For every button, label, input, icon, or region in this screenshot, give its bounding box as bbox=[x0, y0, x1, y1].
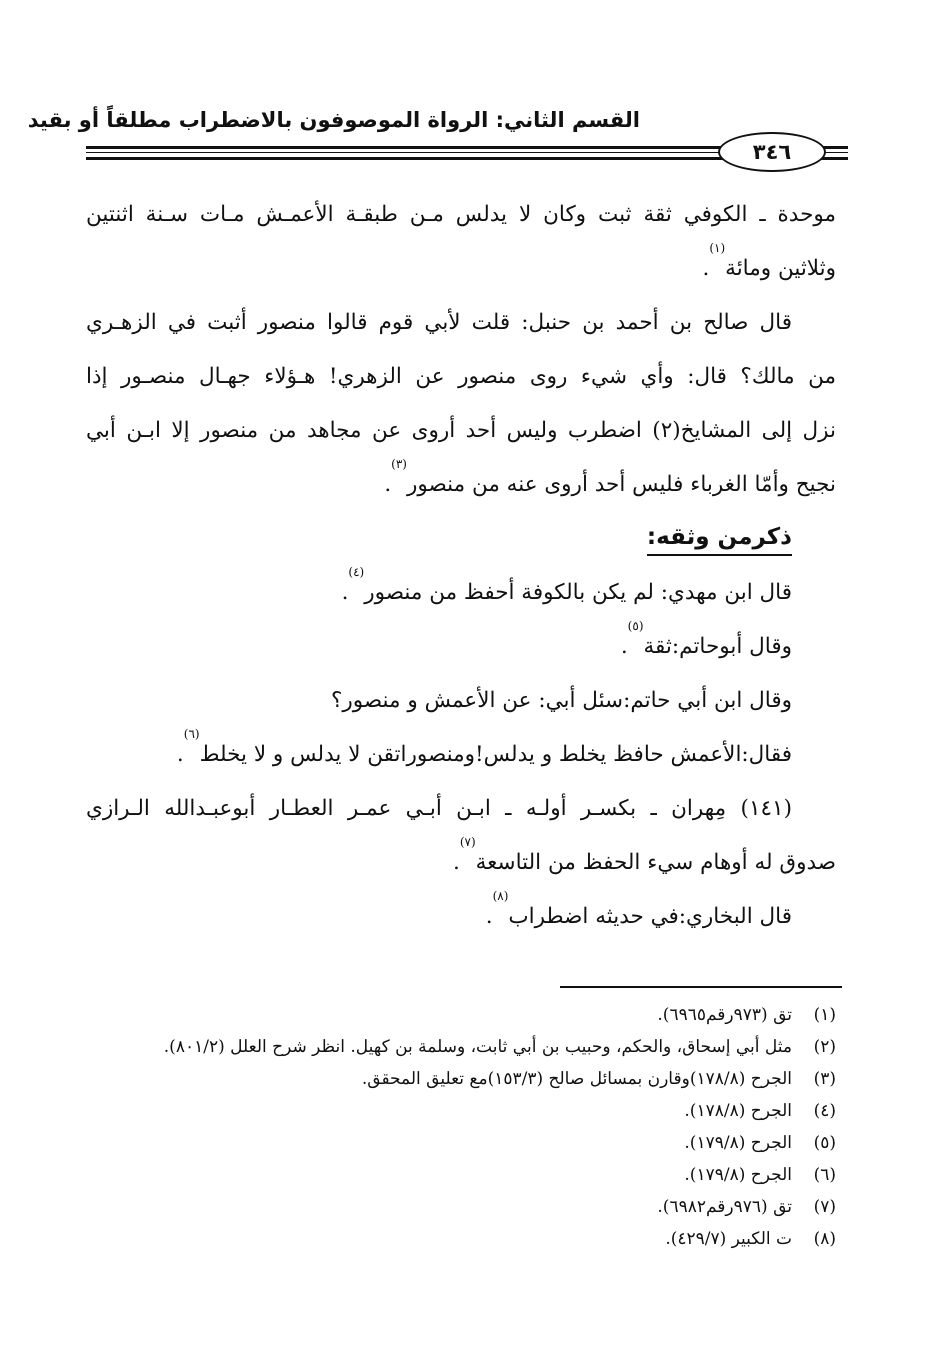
page-number: ٣٤٦ bbox=[718, 132, 826, 172]
text-line bbox=[86, 728, 836, 782]
line-text: موحدة ـ الكوفي ثقة ثبت وكان لا يدلس مـن طبقـة الأعمـش مـات سـنة اثنتين bbox=[86, 202, 836, 227]
line-end-punct: . bbox=[702, 256, 710, 281]
footnote-text: الجرح (١٧٨/٨)وقارن بمسائل صالح (١٥٣/٣)مع تعليق المحقق. bbox=[361, 1069, 792, 1089]
footnote-item bbox=[86, 1128, 836, 1158]
line-end-punct: . bbox=[485, 904, 493, 929]
footnote-item bbox=[86, 1096, 836, 1126]
section-heading-row bbox=[86, 512, 836, 566]
text-line bbox=[86, 674, 836, 728]
footnote-number: (٥) bbox=[813, 1133, 836, 1153]
footnote-text: ت الكبير (٤٢٩/٧). bbox=[665, 1229, 792, 1249]
footnote-item bbox=[86, 1224, 836, 1254]
footnote-item bbox=[86, 1032, 836, 1062]
footnote-ref: (٤) bbox=[348, 566, 365, 579]
line-text: قال ابن مهدي: لم يكن بالكوفة أحفظ من منصور bbox=[364, 580, 792, 605]
text-line bbox=[86, 782, 836, 836]
running-header-title: القسم الثاني: الرواة الموصوفون بالاضطراب مطلقاً أو بقيد bbox=[27, 108, 640, 132]
footnote-separator bbox=[560, 986, 842, 988]
footnote-text: الجرح (١٧٨/٨). bbox=[684, 1101, 792, 1121]
footnote-number: (٣) bbox=[813, 1069, 836, 1089]
text-line bbox=[86, 620, 836, 674]
line-end-punct: . bbox=[620, 634, 628, 659]
line-text: وقال أبوحاتم:ثقة bbox=[643, 634, 792, 659]
footnote-text: الجرح (١٧٩/٨). bbox=[684, 1165, 792, 1185]
line-text: نجيح وأمّا الغرباء فليس أحد أروى عنه من منصور bbox=[406, 472, 836, 497]
footnote-number: (٨) bbox=[813, 1229, 836, 1249]
footnote-ref: (٧) bbox=[459, 836, 476, 849]
footnote-number: (٤) bbox=[813, 1101, 836, 1121]
line-end-punct: . bbox=[176, 742, 184, 767]
footnote-number: (٦) bbox=[813, 1165, 836, 1185]
footnote-item bbox=[86, 1160, 836, 1190]
section-heading: ذكرمن وثقه: bbox=[647, 520, 792, 556]
text-line bbox=[86, 836, 836, 890]
text-line bbox=[86, 296, 836, 350]
footnote-text: تق (٩٧٣رقم٦٩٦٥). bbox=[657, 1005, 792, 1025]
footnote-ref: (٨) bbox=[492, 890, 509, 903]
line-end-punct: . bbox=[452, 850, 460, 875]
line-text: وثلاثين ومائة bbox=[725, 256, 836, 281]
line-text: قال البخاري:في حديثه اضطراب bbox=[508, 904, 792, 929]
text-line bbox=[86, 404, 836, 458]
footnote-item bbox=[86, 1192, 836, 1222]
footnote-ref: (٣) bbox=[391, 458, 407, 471]
text-line bbox=[86, 566, 836, 620]
line-text: فقال:الأعمش حافظ يخلط و يدلس!ومنصوراتقن لا يدلس و لا يخلط bbox=[199, 742, 792, 767]
footnote-ref: (٦) bbox=[183, 728, 200, 741]
footnote-text: مثل أبي إسحاق، والحكم، وحبيب بن أبي ثابت، وسلمة بن كهيل. انظر شرح العلل (٨٠١/٢). bbox=[163, 1037, 792, 1057]
footnote-number: (٧) bbox=[813, 1197, 836, 1217]
footnote-number: (٢) bbox=[813, 1037, 836, 1057]
text-line bbox=[86, 350, 836, 404]
line-text: قال صالح بن أحمد بن حنبل: قلت لأبي قوم قالوا منصور أثبت في الزهـري bbox=[86, 310, 792, 335]
line-text: صدوق له أوهام سيء الحفظ من التاسعة bbox=[475, 850, 836, 875]
footnote-ref: (٥) bbox=[627, 620, 644, 633]
text-line bbox=[86, 458, 836, 512]
line-text: (١٤١) مِهران ـ بكسـر أولـه ـ ابـن أبـي عمـر العطـار أبوعبـدالله الـرازي bbox=[86, 796, 792, 821]
text-line bbox=[86, 242, 836, 296]
footnote-text: تق (٩٧٦رقم٦٩٨٢). bbox=[657, 1197, 792, 1217]
body-text bbox=[86, 188, 836, 944]
footnote-text: الجرح (١٧٩/٨). bbox=[684, 1133, 792, 1153]
footnote-number: (١) bbox=[813, 1005, 836, 1025]
line-end-punct: . bbox=[384, 472, 392, 497]
text-line bbox=[86, 188, 836, 242]
footnote-item bbox=[86, 1064, 836, 1094]
line-end-punct: . bbox=[341, 580, 349, 605]
line-text: نزل إلى المشايخ(٢) اضطرب وليس أحد أروى عن مجاهد من منصور إلا ابـن أبي bbox=[86, 418, 836, 443]
footnote-item bbox=[86, 1000, 836, 1030]
footnotes bbox=[86, 1000, 836, 1256]
footnote-ref: (١) bbox=[709, 242, 726, 255]
text-line bbox=[86, 890, 836, 944]
line-text: وقال ابن أبي حاتم:سئل أبي: عن الأعمش و منصور؟ bbox=[330, 688, 792, 713]
line-text: من مالك؟ قال: وأي شيء روى منصور عن الزهري! هـؤلاء جهـال منصـور إذا bbox=[86, 364, 836, 389]
